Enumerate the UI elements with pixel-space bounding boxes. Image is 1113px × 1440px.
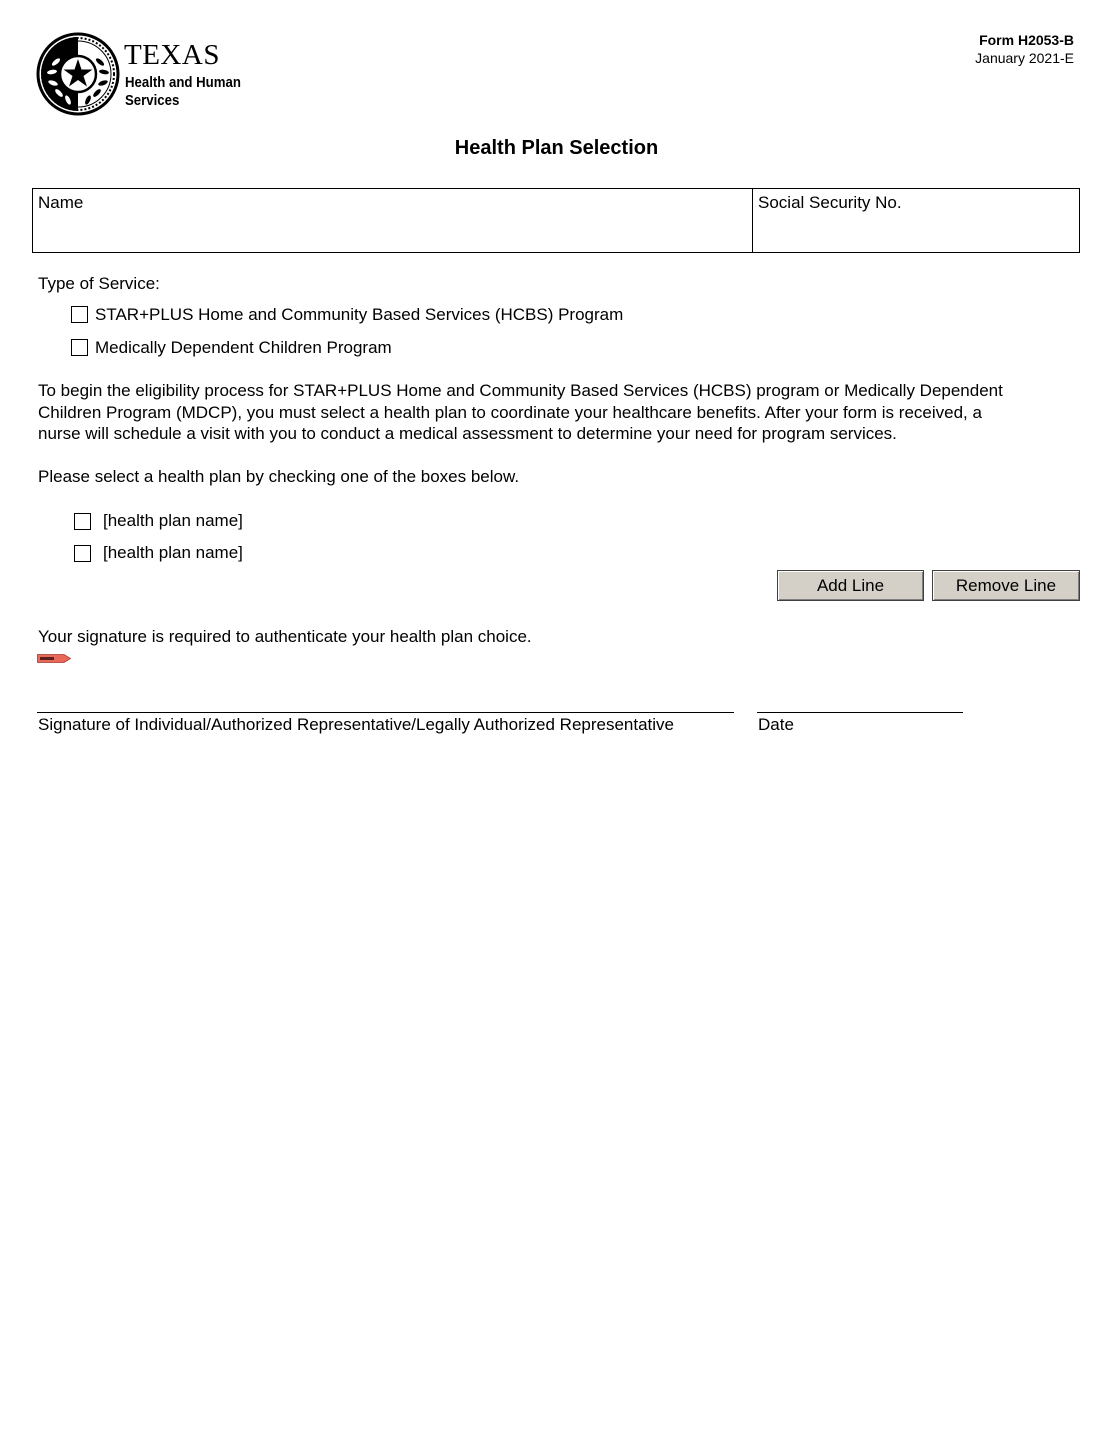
- intro-line: Children Program (MDCP), you must select a health plan to coordinate your healthcare benefits. After your form is received, a: [38, 402, 982, 422]
- health-plan-label: [health plan name]: [103, 543, 243, 562]
- service-checkbox-mdcp[interactable]: [71, 339, 88, 356]
- name-field[interactable]: [37, 215, 748, 248]
- service-option-mdcp-label: Medically Dependent Children Program: [95, 338, 392, 357]
- texas-seal-icon: [36, 32, 120, 116]
- sign-here-flag-icon[interactable]: [37, 654, 71, 663]
- ssn-cell: [753, 189, 1079, 252]
- remove-line-button[interactable]: Remove Line: [932, 570, 1080, 601]
- intro-paragraph: [38, 380, 1083, 445]
- form-date: January 2021-E: [975, 50, 1074, 66]
- signature-notice: Your signature is required to authenticate your health plan choice.: [38, 627, 532, 646]
- health-plan-checkbox[interactable]: [74, 513, 91, 530]
- ssn-label: Social Security No.: [758, 193, 902, 212]
- health-plan-label: [health plan name]: [103, 511, 243, 530]
- texas-hhs-logo: [36, 32, 256, 116]
- date-line[interactable]: [757, 712, 963, 713]
- service-option-starplus-label: STAR+PLUS Home and Community Based Services (HCBS) Program: [95, 305, 624, 324]
- type-of-service-label: Type of Service:: [38, 274, 160, 293]
- add-line-button[interactable]: Add Line: [777, 570, 924, 601]
- name-label: Name: [38, 193, 84, 212]
- ssn-field[interactable]: [757, 215, 1075, 248]
- signature-label: Signature of Individual/Authorized Representative/Legally Authorized Representative: [38, 715, 675, 734]
- intro-line: To begin the eligibility process for STAR+PLUS Home and Community Based Services (HCBS) program or Medically Dependent: [38, 381, 1003, 400]
- health-plan-checkbox[interactable]: [74, 545, 91, 562]
- form-number: Form H2053-B: [979, 32, 1074, 48]
- applicant-info-table: [32, 188, 1080, 253]
- page-title: Health Plan Selection: [454, 137, 659, 159]
- intro-line: nurse will schedule a visit with you to conduct a medical assessment to determine your need for program services.: [38, 424, 897, 443]
- service-checkbox-starplus[interactable]: [71, 306, 88, 323]
- logo-wordmark: TEXAS: [124, 39, 220, 71]
- name-cell: [33, 189, 753, 252]
- logo-subtitle-line2: Services: [125, 92, 180, 109]
- signature-line[interactable]: [37, 712, 734, 713]
- logo-subtitle-line1: Health and Human: [125, 74, 241, 91]
- health-plan-instruction: Please select a health plan by checking one of the boxes below.: [38, 467, 520, 486]
- date-label: Date: [758, 715, 794, 734]
